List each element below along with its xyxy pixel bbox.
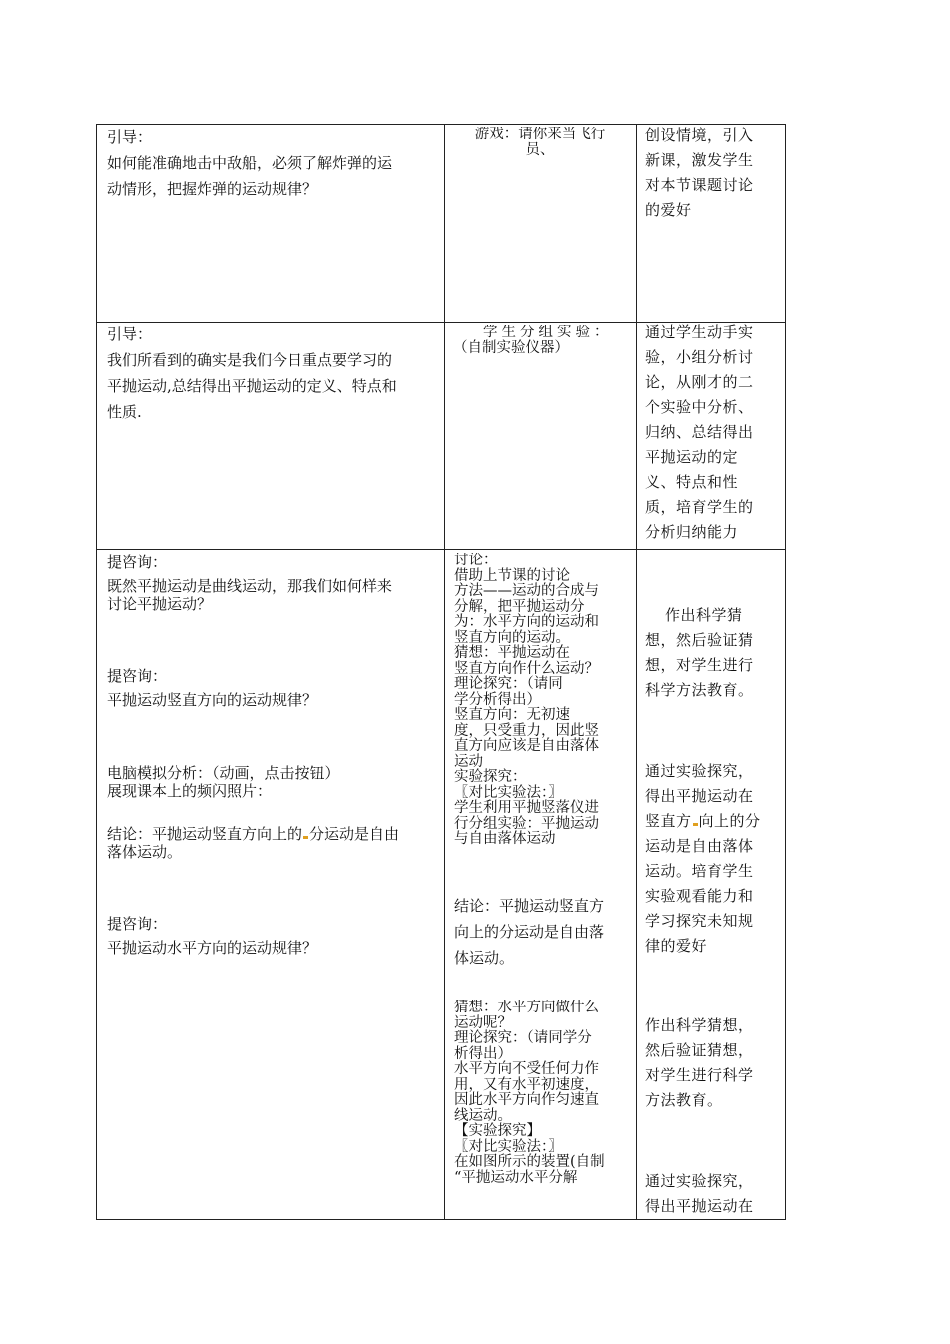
text-line: 我们所看到的确实是我们今日重点要学习的: [107, 351, 393, 369]
text-line: 运动。培育学生: [645, 862, 754, 880]
text-line: 平抛运动的定: [645, 448, 739, 466]
row3-col2-horizontal: [454, 1000, 634, 1186]
row3-col3-block4: [645, 1169, 785, 1219]
text-line: 对本节课题讨论: [645, 176, 754, 194]
conclusion: [107, 825, 442, 861]
text-line: 理论探究：（请同: [454, 676, 563, 692]
text-line: 性质.: [107, 403, 142, 421]
row3-col2-conclusion: [454, 893, 634, 971]
text-line: 析得出）: [454, 1045, 512, 1062]
text-line: 竖直方向作什么运动？: [454, 660, 599, 677]
text-line: 作出科学猜: [665, 606, 743, 624]
text-line: 线运动。: [454, 1107, 512, 1124]
text-line: 在如图所示的装置(自制: [454, 1154, 605, 1170]
guide-label: 引导：: [107, 325, 153, 343]
text-line: 电脑模拟分析：（动画，点击按钮）: [107, 764, 340, 782]
mark-dot: [693, 823, 698, 826]
text-part: 分运动是自由: [309, 825, 400, 843]
text-line: 水平方向不受任何力作: [454, 1061, 599, 1077]
question-label: 提咨询：: [107, 667, 168, 685]
text-line: （自制实验仪器）: [453, 339, 569, 356]
text-line: 通过学生动手实: [645, 323, 754, 341]
row1-col2: [446, 127, 634, 158]
text-line: 运动呢？: [454, 1014, 512, 1031]
row2-col1: [107, 321, 442, 425]
row2-col3: [645, 320, 785, 545]
text-line: 运动: [454, 753, 483, 770]
text-line: 行分组实验：平抛运动: [454, 815, 599, 832]
row3-col3-block3: [645, 1013, 785, 1113]
mark-dot: [303, 836, 308, 839]
row3-col3-block2: [645, 759, 785, 959]
text-line: 想，然后验证猜: [645, 631, 754, 649]
text-line: 实验观看能力和: [645, 887, 754, 905]
text-line: 想，对学生进行: [645, 656, 754, 674]
text-line: 度，只受重力，因此竖: [454, 722, 599, 739]
row3-col2-discussion: [454, 553, 634, 848]
text-line: 平抛运动竖直方向的运动规律？: [107, 691, 318, 709]
text-line: 质，培育学生的: [645, 498, 754, 516]
text-line: 律的爱好: [645, 937, 708, 955]
text-line: 方法教育。: [645, 1091, 723, 1109]
text-line: 猜想：平抛运动在: [454, 645, 570, 661]
text-line: 作出科学猜想，: [645, 1016, 754, 1034]
column-divider: [636, 125, 637, 1219]
text-part: 竖直方: [645, 812, 692, 830]
text-line: 学分析得出）: [454, 691, 541, 708]
text-line: 对学生进行科学: [645, 1066, 754, 1084]
text-line: 得出平抛运动在: [645, 1197, 754, 1215]
text-line: 竖直方向的运动。: [454, 629, 570, 646]
text-line: 〖对比实验法：〗: [454, 1138, 563, 1155]
text-line: 得出平抛运动在: [645, 787, 754, 805]
text-line: 学生分组实验：: [483, 325, 613, 340]
text-line: 向上的分运动是自由落: [454, 923, 605, 941]
text-line: 讨论平抛运动？: [107, 595, 213, 613]
text-line: 因此水平方向作匀速直: [454, 1092, 599, 1108]
text-line: 展现课本上的频闪照片：: [107, 782, 273, 800]
text-line: 的爱好: [645, 201, 692, 219]
simulation-note: [107, 764, 442, 800]
text-line: 实验探究：: [454, 769, 527, 785]
text-line: 员、: [525, 141, 555, 158]
text-line: [645, 809, 785, 834]
text-line: 平抛运动,总结得出平抛运动的定义、特点和: [107, 377, 397, 395]
guide-label: 引导：: [107, 128, 153, 146]
text-line: 个实验中分析、: [645, 398, 754, 416]
lesson-plan-table: [96, 124, 786, 1220]
text-line: 结论：平抛运动竖直方: [454, 897, 605, 915]
row1-col1: [107, 124, 442, 202]
text-line: 为：水平方向的运动和: [454, 614, 599, 630]
text-part: 结论：平抛运动竖直方向上的: [107, 825, 303, 843]
text-line: [107, 825, 442, 843]
text-line: 〖对比实验法：〗: [454, 784, 563, 801]
text-line: 然后验证猜想，: [645, 1041, 754, 1059]
text-line: 【实验探究】: [454, 1123, 541, 1139]
text-line: 直方向应该是自由落体: [454, 738, 599, 754]
text-line: 用，又有水平初速度，: [454, 1076, 599, 1093]
text-line: 讨论：: [454, 553, 498, 568]
text-line: 与自由落体运动: [454, 831, 556, 847]
text-line: 方法——运动的合成与: [454, 583, 599, 599]
question-label: 提咨询：: [107, 915, 168, 933]
text-line: “平抛运动水平分解: [454, 1169, 578, 1186]
text-line: 分解，把平抛运动分: [454, 598, 585, 615]
text-line: 验，小组分析讨: [645, 348, 754, 366]
text-line: 归纳、总结得出: [645, 423, 754, 441]
text-line: 义、特点和性: [645, 473, 739, 491]
text-line: 平抛运动水平方向的运动规律？: [107, 939, 318, 957]
text-line: 体运动。: [454, 949, 515, 967]
text-part: 向上的分: [698, 812, 761, 830]
row3-question1: [107, 577, 442, 613]
text-line: 通过实验探究，: [645, 1172, 754, 1190]
text-line: 科学方法教育。: [645, 681, 754, 699]
question-label: 提咨询：: [107, 553, 168, 571]
text-line: 运动是自由落体: [645, 837, 754, 855]
row2-col2: [453, 325, 633, 356]
row1-col3: [645, 123, 785, 223]
text-line: 理论探究：（请同学分: [454, 1030, 592, 1046]
text-line: 动情形，把握炸弹的运动规律？: [107, 180, 318, 198]
column-divider: [444, 125, 445, 1219]
text-line: 落体运动。: [107, 843, 183, 861]
text-line: 猜想：水平方向做什么: [454, 1000, 599, 1015]
text-line: 借助上节课的讨论: [454, 567, 570, 584]
text-line: 通过实验探究，: [645, 762, 754, 780]
text-line: 学生利用平抛竖落仪进: [454, 800, 599, 816]
text-line: 既然平抛运动是曲线运动，那我们如何样来: [107, 577, 393, 595]
text-line: 如何能准确地击中敌船，必须了解炸弹的运: [107, 154, 393, 172]
row3-col3-block1: [645, 603, 785, 703]
text-line: 新课，激发学生: [645, 151, 754, 169]
text-line: 论，从刚才的二: [645, 373, 754, 391]
text-line: 竖直方向：无初速: [454, 707, 570, 723]
text-line: 创设情境，引入: [645, 126, 754, 144]
text-line: 学习探究未知规: [645, 912, 754, 930]
text-line: 分析归纳能力: [645, 523, 739, 541]
text-line: 游戏：请你来当飞行: [474, 127, 606, 142]
